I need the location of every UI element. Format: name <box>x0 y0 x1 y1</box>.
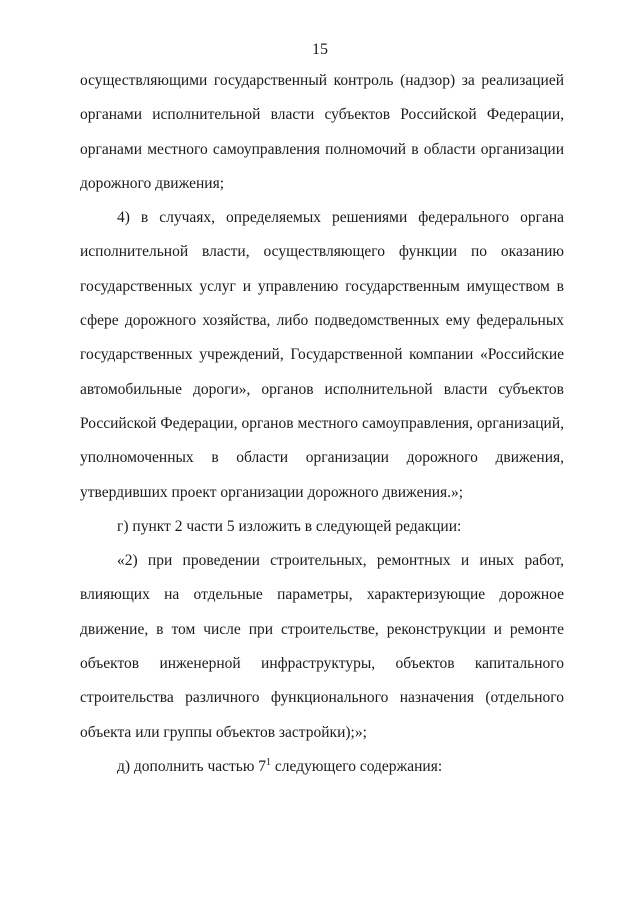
text-line: влияющих на отдельные параметры, характеризующие дорожное <box>80 586 564 604</box>
text-line: объекта или группы объектов застройки);»; <box>80 723 367 741</box>
text-line: уполномоченных в области организации дорожного движения, <box>80 449 564 467</box>
superscript: 1 <box>266 756 272 768</box>
text-line: 4) в случаях, определяемых решениями федерального органа <box>117 209 564 227</box>
text-line: строительства различного функционального назначения (отдельного <box>80 689 564 707</box>
text-line: осуществляющими государственный контроль (надзор) за реализацией <box>80 72 564 89</box>
text-fragment: д) дополнить частью 7 <box>117 757 267 775</box>
body-text <box>80 64 564 784</box>
text-line: государственных учреждений, Государственной компании «Российские <box>80 346 564 364</box>
page-number: 15 <box>312 41 328 58</box>
text-line: движение, в том числе при строительстве, реконструкции и ремонте <box>80 620 564 638</box>
text-line: государственных услуг и управлению государственным имуществом в <box>80 277 564 295</box>
text-line: «2) при проведении строительных, ремонтных и иных работ, <box>117 552 564 570</box>
text-line: сфере дорожного хозяйства, либо подведомственных ему федеральных <box>80 312 564 330</box>
text-line: утвердивших проект организации дорожного движения.»; <box>80 483 464 501</box>
text-fragment: следующего содержания: <box>271 757 443 775</box>
text-line-with-superscript <box>80 750 564 784</box>
text-line: объектов инженерной инфраструктуры, объектов капитального <box>80 655 564 673</box>
text-line: исполнительной власти, осуществляющего функции по оказанию <box>80 243 564 261</box>
text-line: автомобильные дороги», органов исполнительной власти субъектов <box>80 380 564 398</box>
text-line: г) пункт 2 части 5 изложить в следующей редакции: <box>117 517 462 535</box>
text-line: органами исполнительной власти субъектов Российской Федерации, <box>80 106 564 124</box>
text-line: Российской Федерации, органов местного самоуправления, организаций, <box>80 414 564 432</box>
text-line: дорожного движения; <box>80 174 225 192</box>
text-line: органами местного самоуправления полномочий в области организации <box>80 140 564 158</box>
